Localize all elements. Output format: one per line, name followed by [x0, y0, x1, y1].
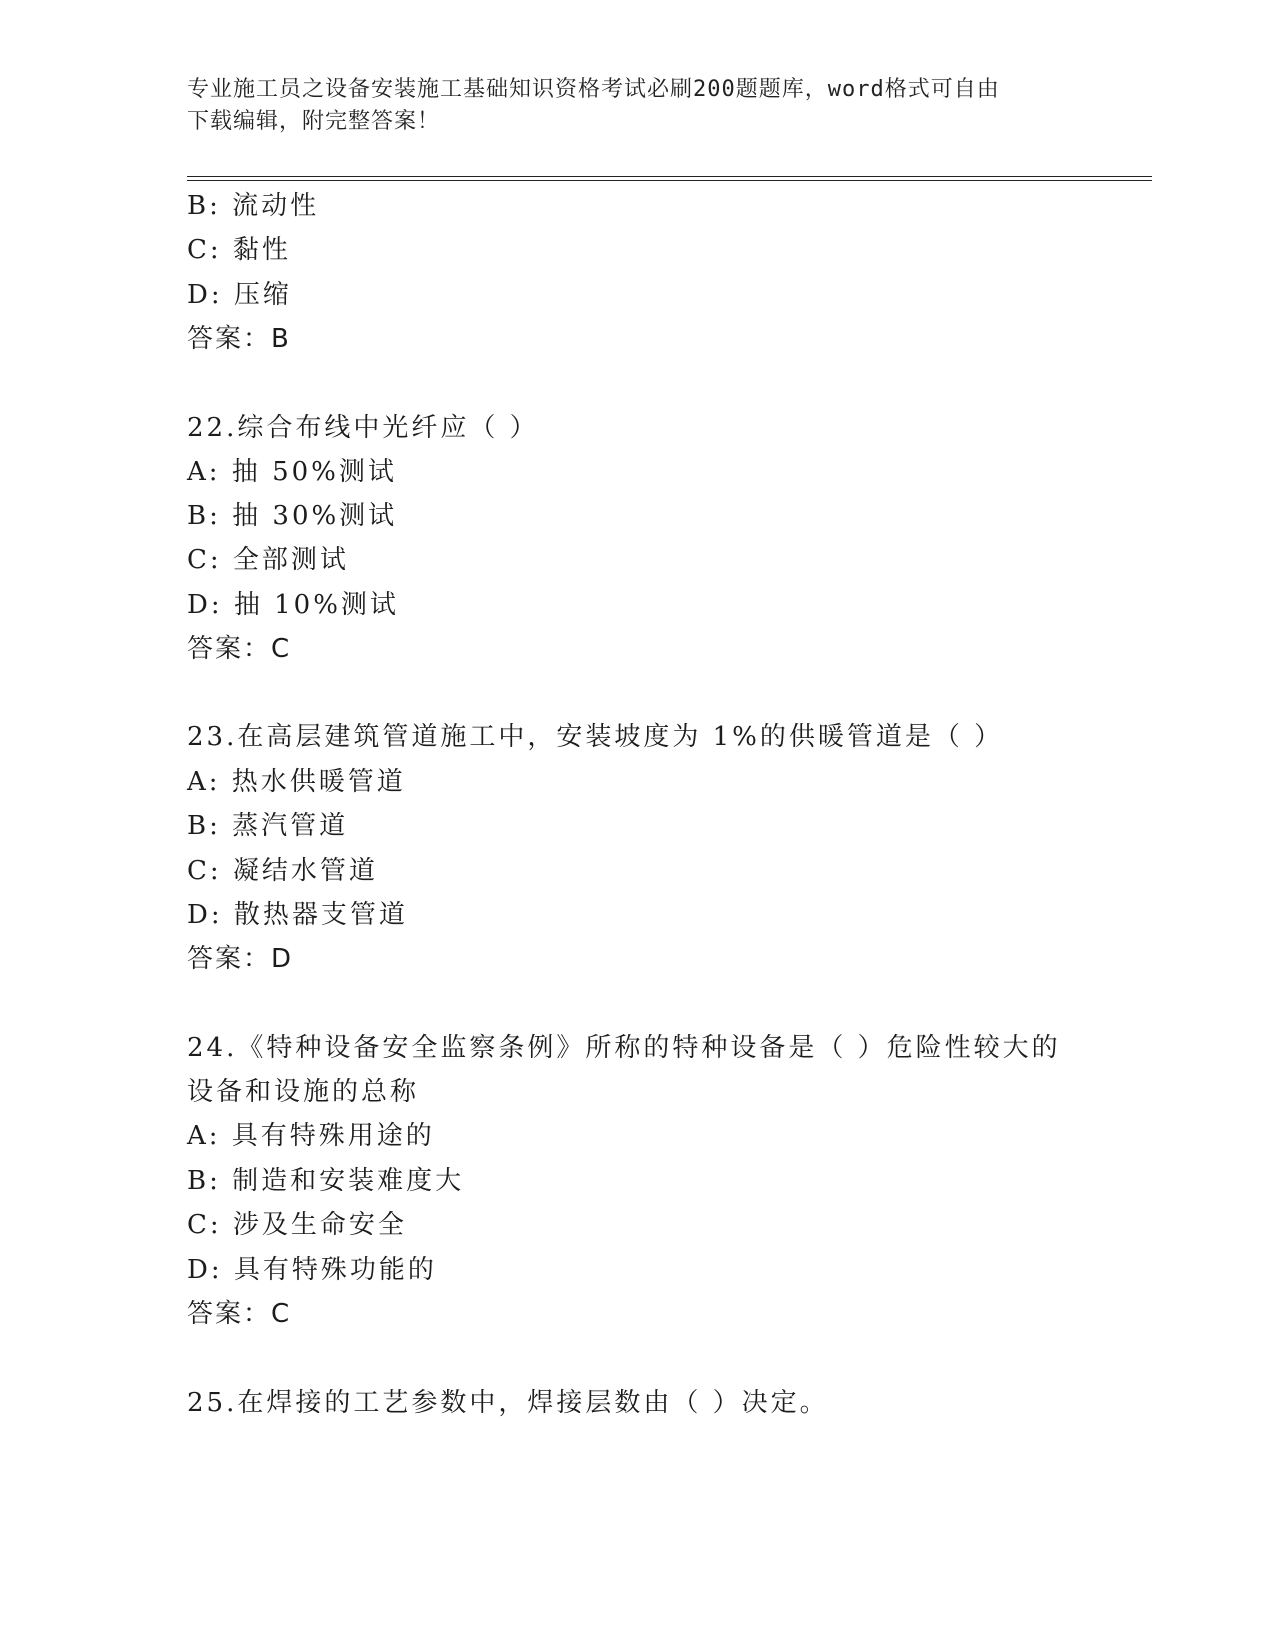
q25-stem: 25.在焊接的工艺参数中，焊接层数由（ ）决定。 [187, 1388, 829, 1418]
q24-answer-label: 答案： [187, 1299, 272, 1329]
q21-option-c: C: 黏性 [187, 235, 291, 265]
q24-option-d: D: 具有特殊功能的 [187, 1255, 437, 1285]
q23-option-c: C: 凝结水管道 [187, 856, 378, 886]
q22-answer [187, 633, 290, 665]
q24-option-c: C: 涉及生命安全 [187, 1210, 407, 1240]
document-header [187, 74, 1087, 138]
q23-stem: 23.在高层建筑管道施工中，安装坡度为 1%的供暖管道是（ ） [187, 722, 1004, 752]
q21-answer [187, 323, 290, 355]
q22-stem: 22.综合布线中光纤应（ ） [187, 413, 539, 443]
q22-option-c: C: 全部测试 [187, 545, 349, 575]
header-divider [187, 176, 1152, 181]
q23-option-d: D: 散热器支管道 [187, 900, 408, 930]
q23-option-a: A: 热水供暖管道 [187, 767, 406, 797]
q21-option-d: D: 压缩 [187, 280, 292, 310]
q22-answer-value: C [271, 634, 291, 664]
header-line-2: 下载编辑，附完整答案！ [187, 109, 441, 134]
q22-option-b: B: 抽 30%测试 [187, 501, 398, 531]
q24-answer-value: C [271, 1299, 291, 1329]
q22-option-a: A: 抽 50%测试 [187, 457, 397, 487]
q21-answer-label: 答案： [187, 324, 272, 354]
q23-answer [187, 943, 292, 975]
q24-option-b: B: 制造和安装难度大 [187, 1166, 465, 1196]
q24-option-a: A: 具有特殊用途的 [187, 1121, 435, 1151]
q21-option-b: B: 流动性 [187, 191, 320, 221]
q23-option-b: B: 蒸汽管道 [187, 811, 349, 841]
q22-answer-label: 答案： [187, 634, 272, 664]
q24-stem-line-1: 24.《特种设备安全监察条例》所称的特种设备是（ ）危险性较大的 [187, 1033, 1061, 1063]
q24-stem-line-2: 设备和设施的总称 [187, 1077, 420, 1107]
q22-option-d: D: 抽 10%测试 [187, 590, 399, 620]
q21-answer-value: B [271, 324, 290, 354]
q23-answer-label: 答案： [187, 944, 272, 974]
header-line-1: 专业施工员之设备安装施工基础知识资格考试必刷200题题库，word格式可自由 [187, 77, 1000, 102]
q24-answer [187, 1298, 290, 1330]
q23-answer-value: D [271, 944, 293, 974]
